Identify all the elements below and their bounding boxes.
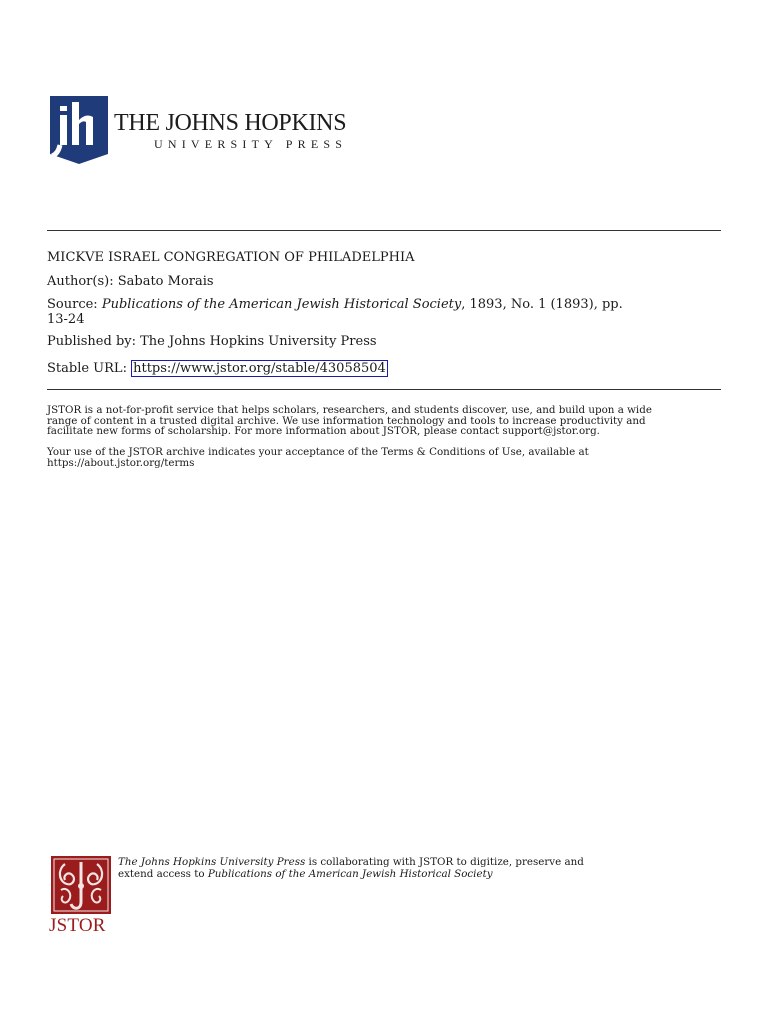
terms-line: Your use of the JSTOR archive indicates your acceptance of the Terms & Conditions of Use, available at [47, 446, 589, 458]
collaboration-line [118, 856, 584, 868]
publisher-logo-title: THE JOHNS HOPKINS [114, 110, 347, 136]
extend-text: extend access to [118, 868, 208, 880]
source-details: , 1893, No. 1 (1893), pp. [461, 297, 623, 312]
publisher-line [47, 334, 377, 350]
author-line [47, 274, 214, 290]
divider-top [47, 230, 721, 231]
terms-link[interactable]: https://about.jstor.org/terms [47, 456, 195, 469]
publisher-name: The Johns Hopkins University Press [140, 334, 377, 349]
collab-text: is collaborating with JSTOR to digitize, preserve and [305, 856, 584, 868]
notice-line: range of content in a trusted digital archive. We use information technology and tools to increase productivity and [47, 414, 646, 427]
collab-journal: Publications of the American Jewish Historical Society [207, 868, 493, 880]
source-line [47, 297, 623, 313]
collaboration-notice [118, 856, 584, 880]
publisher-logo-subtitle: UNIVERSITY PRESS [154, 137, 348, 151]
jstor-notice [47, 405, 727, 437]
stable-url-line [47, 361, 388, 377]
jstor-ornament-icon [51, 856, 111, 914]
article-title: MICKVE ISRAEL CONGREGATION OF PHILADELPHIA [47, 250, 415, 265]
published-label: Published by: [47, 334, 136, 349]
source-pages: 13-24 [47, 312, 85, 327]
publisher-logo [50, 96, 350, 166]
notice-line: facilitate new forms of scholarship. For more information about JSTOR, please contact support@jstor.org. [47, 425, 600, 438]
source-label: Source: [47, 297, 98, 312]
author-name: Sabato Morais [117, 274, 214, 289]
jh-monogram-icon [50, 96, 110, 164]
author-label: Author(s): [47, 274, 114, 289]
collaboration-line [118, 868, 584, 880]
stable-url-link[interactable]: https://www.jstor.org/stable/43058504 [133, 361, 386, 376]
jstor-wordmark: JSTOR [49, 915, 106, 936]
divider-bottom [47, 389, 721, 390]
collab-publisher: The Johns Hopkins University Press [118, 856, 306, 868]
stable-url-label: Stable URL: [47, 361, 127, 376]
terms-notice [47, 447, 727, 468]
notice-line: JSTOR is a not-for-profit service that helps scholars, researchers, and students discover, use, and build upon a wide [47, 404, 652, 416]
source-journal: Publications of the American Jewish Historical Society [101, 297, 462, 312]
jstor-logo [49, 854, 113, 936]
